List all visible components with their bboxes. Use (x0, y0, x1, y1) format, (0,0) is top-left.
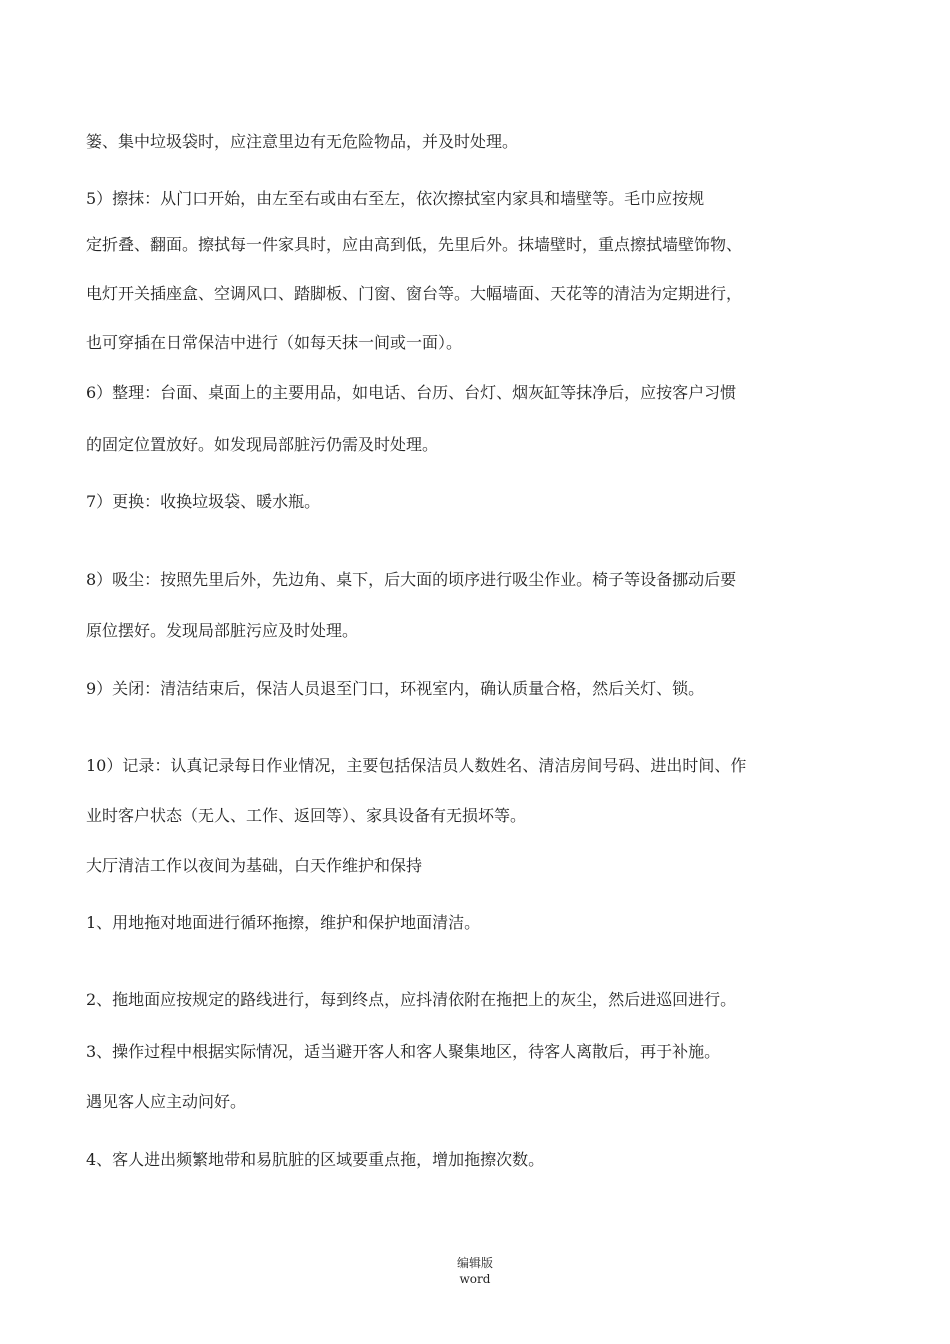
text-line: 电灯开关插座盒、空调风口、踏脚板、门窗、窗台等。大幅墙面、天花等的清洁为定期进行， (86, 284, 743, 303)
text-line: 大厅清洁工作以夜间为基础，白天作维护和保持 (86, 856, 423, 875)
text-line: 遇见客人应主动问好。 (86, 1092, 247, 1111)
text-line: 6）整理：台面、桌面上的主要用品，如电话、台历、台灯、烟灰缸等抹净后，应按客户习惯 (86, 383, 737, 402)
text-line: 2、拖地面应按规定的路线进行，每到终点，应抖清依附在拖把上的灰尘，然后进巡回进行。 (86, 990, 737, 1009)
text-line: 7）更换：收换垃圾袋、暖水瓶。 (86, 492, 321, 511)
text-line: 1、用地拖对地面进行循环拖擦，维护和保护地面清洁。 (86, 913, 481, 932)
text-line: 也可穿插在日常保洁中进行（如每天抹一间或一面）。 (86, 333, 463, 352)
text-line: 5）擦抹：从门口开始，由左至右或由右至左，依次擦拭室内家具和墙壁等。毛巾应按规 (86, 189, 705, 208)
text-line: 篓、集中垃圾袋时，应注意里边有无危险物品，并及时处理。 (86, 132, 519, 151)
text-line: 8）吸尘：按照先里后外，先边角、桌下，后大面的顷序进行吸尘作业。椅子等设备挪动后要 (86, 570, 737, 589)
text-line: 定折叠、翻面。擦拭每一件家具时，应由高到低，先里后外。抹墙壁时，重点擦拭墙壁饰物、 (86, 235, 743, 254)
footer-sublabel: word (459, 1272, 491, 1286)
text-line: 的固定位置放好。如发现局部脏污仍需及时处理。 (86, 435, 439, 454)
text-line: 9）关闭：清洁结束后，保洁人员退至门口，环视室内，确认质量合格，然后关灯、锁。 (86, 679, 705, 698)
text-line: 4、客人进出频繁地带和易肮脏的区域要重点拖，增加拖擦次数。 (86, 1150, 545, 1169)
text-line: 原位摆好。发现局部脏污应及时处理。 (86, 621, 359, 640)
text-line: 3、操作过程中根据实际情况，适当避开客人和客人聚集地区，待客人离散后，再于补施。 (86, 1042, 721, 1061)
text-line: 10）记录：认真记录每日作业情况，主要包括保洁员人数姓名、清洁房间号码、进出时间、作 (86, 756, 747, 775)
footer-label: 编辑版 (456, 1256, 493, 1270)
text-line: 业时客户状态（无人、工作、返回等）、家具设备有无损坏等。 (86, 806, 527, 825)
